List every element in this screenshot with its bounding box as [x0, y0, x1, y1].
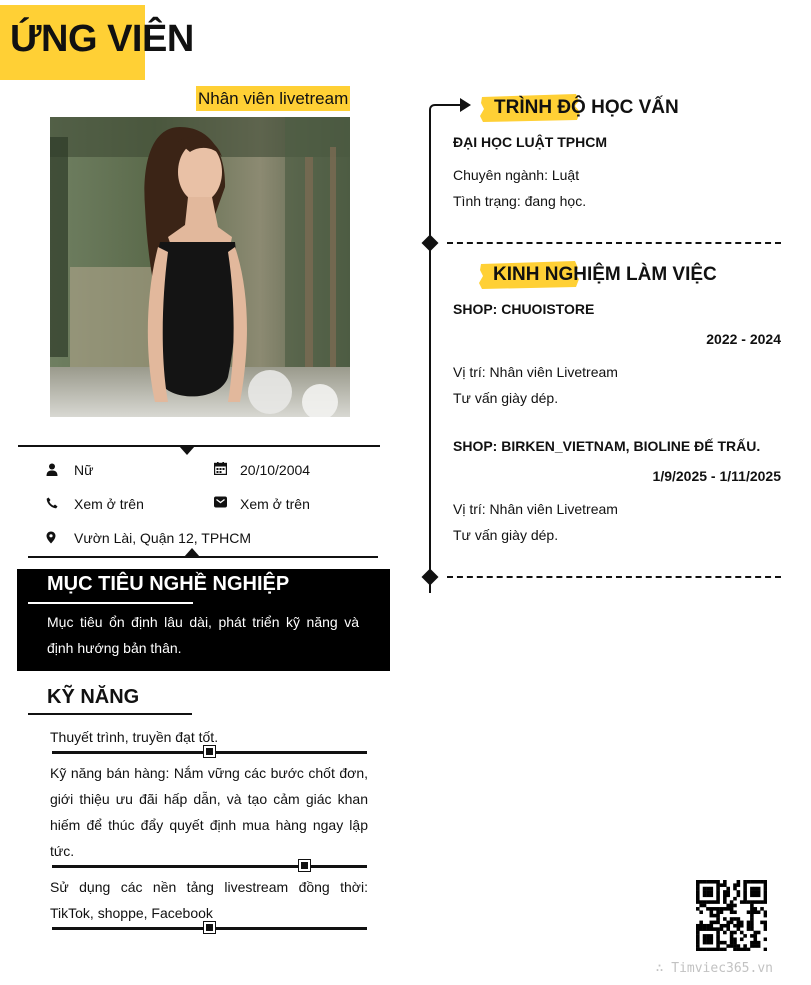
experience-title-text: KINH NGHIỆM LÀM VIỆC — [493, 264, 717, 285]
education-status: Tình trạng: đang học. — [453, 193, 587, 209]
section-divider — [447, 576, 781, 578]
skill-level-bar — [52, 927, 367, 930]
candidate-photo-image — [50, 117, 350, 417]
user-icon — [44, 461, 60, 477]
info-email: Xem ở trên — [240, 496, 310, 512]
email-icon — [212, 494, 228, 510]
skill-text: Kỹ năng bán hàng: Nắm vững các bước chốt đơn, giới thiệu ưu đãi hấp dẫn, và tạo cảm giác khan hiếm để thúc đẩy quyết định mua hàng ngay lập tức. — [50, 765, 368, 859]
job-desc: Tư vấn giày dép. — [453, 390, 559, 406]
education-title — [494, 91, 679, 125]
phone-icon — [44, 495, 60, 511]
calendar-icon — [212, 460, 228, 476]
job-company: SHOP: BIRKEN_VIETNAM, BIOLINE ĐẾ TRẤU. — [453, 438, 761, 454]
skills-title: KỸ NĂNG — [47, 686, 140, 708]
skill-level-knob — [204, 746, 215, 757]
skill-level-bar — [52, 751, 367, 754]
skill-level-bar — [52, 865, 367, 868]
candidate-position: Nhân viên livetream — [196, 86, 350, 111]
education-title-text: TRÌNH ĐỘ HỌC VẤN — [494, 97, 679, 118]
timeline-diamond — [422, 569, 439, 586]
job-role: Vị trí: Nhân viên Livetream — [453, 364, 618, 380]
info-birthday: 20/10/2004 — [240, 462, 311, 478]
location-icon — [43, 529, 59, 545]
job-period: 2022 - 2024 — [706, 331, 781, 347]
skill-text: Thuyết trình, truyền đạt tốt. — [50, 729, 219, 745]
education-school: ĐẠI HỌC LUẬT TPHCM — [453, 134, 607, 150]
objective-text: Mục tiêu ổn định lâu dài, phát triển kỹ năng và định hướng bản thân. — [47, 614, 359, 656]
job-desc: Tư vấn giày dép. — [453, 527, 559, 543]
timeline-arrow-icon — [422, 98, 474, 120]
info-phone: Xem ở trên — [74, 496, 144, 512]
candidate-name: ỨNG VIÊN — [10, 18, 194, 60]
info-bottom-line — [28, 556, 378, 558]
job-company: SHOP: CHUOISTORE — [453, 301, 595, 317]
job-role: Vị trí: Nhân viên Livetream — [453, 501, 618, 517]
skill-level-knob — [299, 860, 310, 871]
qr-code — [696, 880, 767, 951]
info-gender: Nữ — [74, 462, 94, 478]
timeline-diamond — [422, 235, 439, 252]
objective-underline — [28, 602, 193, 604]
info-top-line — [18, 445, 380, 447]
watermark: ∴ Timviec365.vn — [655, 961, 773, 976]
experience-title — [493, 258, 717, 292]
education-major: Chuyên ngành: Luật — [453, 167, 580, 183]
section-divider — [447, 242, 781, 244]
info-top-arrow — [179, 446, 195, 455]
skill-text: Sử dụng các nền tảng livestream đồng thời: TikTok, shoppe, Facebook — [50, 879, 368, 921]
job-period: 1/9/2025 - 1/11/2025 — [652, 468, 781, 484]
timeline-line — [429, 118, 431, 593]
candidate-photo — [50, 117, 350, 417]
objective-title: MỤC TIÊU NGHỀ NGHIỆP — [47, 573, 290, 595]
info-address: Vườn Lài, Quận 12, TPHCM — [74, 530, 252, 546]
skill-level-knob — [204, 922, 215, 933]
skills-underline — [28, 713, 192, 715]
